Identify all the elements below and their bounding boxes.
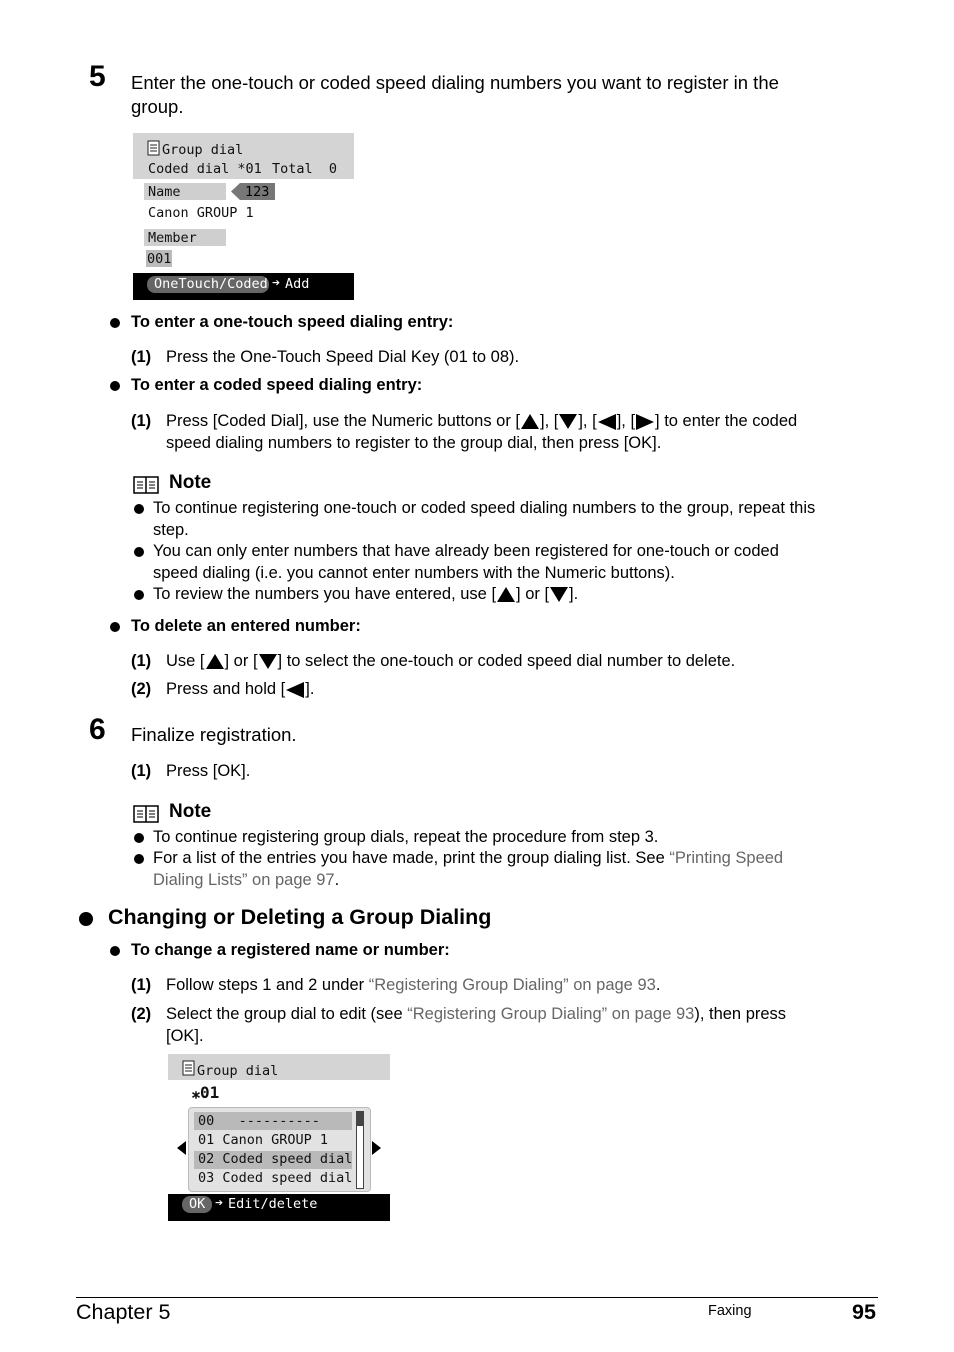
step-number: (2) (131, 1005, 152, 1023)
bullet (134, 504, 144, 514)
bullet (110, 622, 120, 632)
separator: ]. (569, 585, 579, 603)
separator: ]. (305, 680, 315, 698)
note-1-item-3 (153, 584, 578, 606)
lcd-list-row: 03 Coded speed dial (198, 1170, 353, 1186)
step-number: (1) (131, 348, 152, 366)
note-1-item-1 (153, 498, 815, 541)
delete-step-1 (166, 651, 735, 673)
arrow-right-icon: ➔ (215, 1195, 224, 1211)
coded-step-1 (166, 411, 797, 433)
printing-speed-dialing-lists-link[interactable]: “Printing Speed (669, 849, 784, 867)
lcd-screen-group-dial-entry (133, 133, 354, 300)
right-arrow-icon (372, 1141, 381, 1155)
note-1-item-3-text: To review the numbers you have entered, use [ (153, 585, 497, 603)
group-dial-icon (146, 140, 162, 158)
footer-chapter: Chapter 5 (76, 1300, 171, 1324)
bullet (134, 547, 144, 557)
note-book-icon (133, 805, 159, 823)
lcd-scrollbar-thumb (357, 1112, 363, 1126)
step-6-step-1: Press [OK]. (166, 762, 251, 780)
lcd-total: Total 0 (272, 161, 338, 177)
lcd-title: Group dial (197, 1063, 279, 1079)
step-number: (1) (131, 652, 152, 670)
note-2-item-1: To continue registering group dials, repeat the procedure from step 3. (153, 828, 659, 846)
bullet (110, 946, 120, 956)
note-1-item-2 (153, 541, 779, 584)
registering-group-dialing-link[interactable]: “Registering Group Dialing” on page 93 (368, 976, 656, 994)
delete-step-1-text-b: ] to select the one-touch or coded speed dial number to delete. (277, 652, 736, 670)
registering-group-dialing-link[interactable]: “Registering Group Dialing” on page 93 (407, 1005, 695, 1023)
section-step-1-end: . (655, 976, 661, 994)
coded-step-1-text-a: Press [Coded Dial], use the Numeric buttons or [ (166, 412, 520, 430)
left-arrow-icon (177, 1141, 186, 1155)
left-arrow-icon (598, 414, 616, 430)
step-number: (1) (131, 412, 152, 430)
section-step-2-line2: [OK]. (166, 1026, 204, 1045)
step-5-text-line2: group. (131, 96, 184, 117)
footer-section: Faxing (708, 1303, 752, 1319)
lcd-member-label: Member (148, 230, 197, 246)
step-5-text-line1: Enter the one-touch or coded speed dialing numbers you want to register in the (131, 72, 779, 93)
right-arrow-icon (636, 414, 654, 430)
section-step-2 (166, 1004, 786, 1047)
note-book-icon (133, 476, 159, 494)
lcd-onetouch-coded-label: OneTouch/Coded (154, 276, 268, 292)
lcd-name-label: Name (148, 184, 181, 200)
delete-step-2 (166, 679, 314, 701)
section-step-1 (166, 975, 660, 997)
group-dial-icon (181, 1060, 197, 1078)
coded-step-1-line2: speed dialing numbers to register to the group dial, then press [OK]. (166, 434, 662, 452)
separator: ], [ (540, 412, 559, 430)
delete-step-1-text-a: Use [ (166, 652, 205, 670)
one-touch-heading: To enter a one-touch speed dialing entry: (131, 313, 454, 331)
separator: ] or [ (224, 652, 258, 670)
lcd-edit-delete-label: Edit/delete (228, 1196, 318, 1212)
note-1-title: Note (169, 472, 212, 493)
bullet (110, 318, 120, 328)
one-touch-step-1: Press the One-Touch Speed Dial Key (01 to 08). (166, 348, 520, 366)
lcd-name-value: Canon GROUP 1 (148, 205, 254, 221)
lcd-add-label: Add (285, 276, 310, 292)
up-arrow-icon (497, 587, 515, 602)
bullet (110, 381, 120, 391)
delete-step-2-text: Press and hold [ (166, 680, 286, 698)
step-5-text (131, 71, 779, 119)
step-number: (2) (131, 680, 152, 698)
section-step-1-text: Follow steps 1 and 2 under (166, 976, 369, 994)
bullet (134, 854, 144, 864)
separator: ], [ (616, 412, 636, 430)
lcd-title: Group dial (162, 142, 244, 158)
step-5-number: 5 (89, 60, 106, 93)
note-2-title: Note (169, 801, 212, 822)
up-arrow-icon (206, 654, 224, 669)
step-6-number: 6 (89, 713, 106, 746)
delete-heading: To delete an entered number: (131, 617, 361, 635)
footer-rule (76, 1297, 878, 1298)
lcd-input-mode-text: 123 (245, 184, 270, 200)
down-arrow-icon (259, 654, 277, 669)
note-2-item-2 (153, 848, 783, 891)
down-arrow-icon (559, 414, 577, 429)
step-number: (1) (131, 976, 152, 994)
up-arrow-icon (521, 414, 539, 429)
step-6-text: Finalize registration. (131, 724, 297, 745)
note-1-item-1-line1: To continue registering one-touch or coded speed dialing numbers to the group, repeat this (153, 499, 816, 517)
lcd-list-row: 00 ---------- (198, 1113, 320, 1129)
section-step-2-text-a: Select the group dial to edit (see (166, 1005, 408, 1023)
separator: ] or [ (516, 585, 550, 603)
section-bullet (79, 912, 93, 926)
note-2-item-2-text: For a list of the entries you have made, print the group dialing list. See (153, 849, 670, 867)
lcd-coded-dial: Coded dial *01 (148, 161, 262, 177)
lcd-list-row: 01 Canon GROUP 1 (198, 1132, 329, 1148)
bullet (134, 590, 144, 600)
note-1-item-1-line2: step. (153, 520, 189, 539)
coded-step-1-text-b: ] to enter the coded (655, 412, 798, 430)
note-1-item-2-line2: speed dialing (i.e. you cannot enter numbers with the Numeric buttons). (153, 563, 675, 582)
left-arrow-icon (286, 682, 304, 698)
lcd-ok-label: OK (189, 1196, 206, 1212)
lcd-code: ⁎01 (192, 1083, 220, 1102)
section-step-2-text-b: ), then press (694, 1005, 787, 1023)
lcd-member-value: 001 (147, 251, 172, 267)
note-2-item-2-end: . (334, 870, 340, 889)
footer-page-number: 95 (852, 1300, 876, 1324)
coded-heading: To enter a coded speed dialing entry: (131, 376, 423, 394)
separator: ], [ (578, 412, 597, 430)
note-1-item-2-line1: You can only enter numbers that have already been registered for one-touch or coded (153, 542, 779, 560)
section-subheading: To change a registered name or number: (131, 941, 450, 959)
down-arrow-icon (550, 587, 568, 602)
lcd-list-row: 02 Coded speed dial (198, 1151, 353, 1167)
step-number: (1) (131, 762, 152, 780)
lcd-screen-group-dial-list (168, 1054, 390, 1221)
printing-speed-dialing-lists-link-cont[interactable]: Dialing Lists” on page 97 (153, 870, 335, 889)
bullet (134, 833, 144, 843)
arrow-right-icon: ➔ (272, 275, 281, 291)
section-heading: Changing or Deleting a Group Dialing (108, 905, 492, 929)
